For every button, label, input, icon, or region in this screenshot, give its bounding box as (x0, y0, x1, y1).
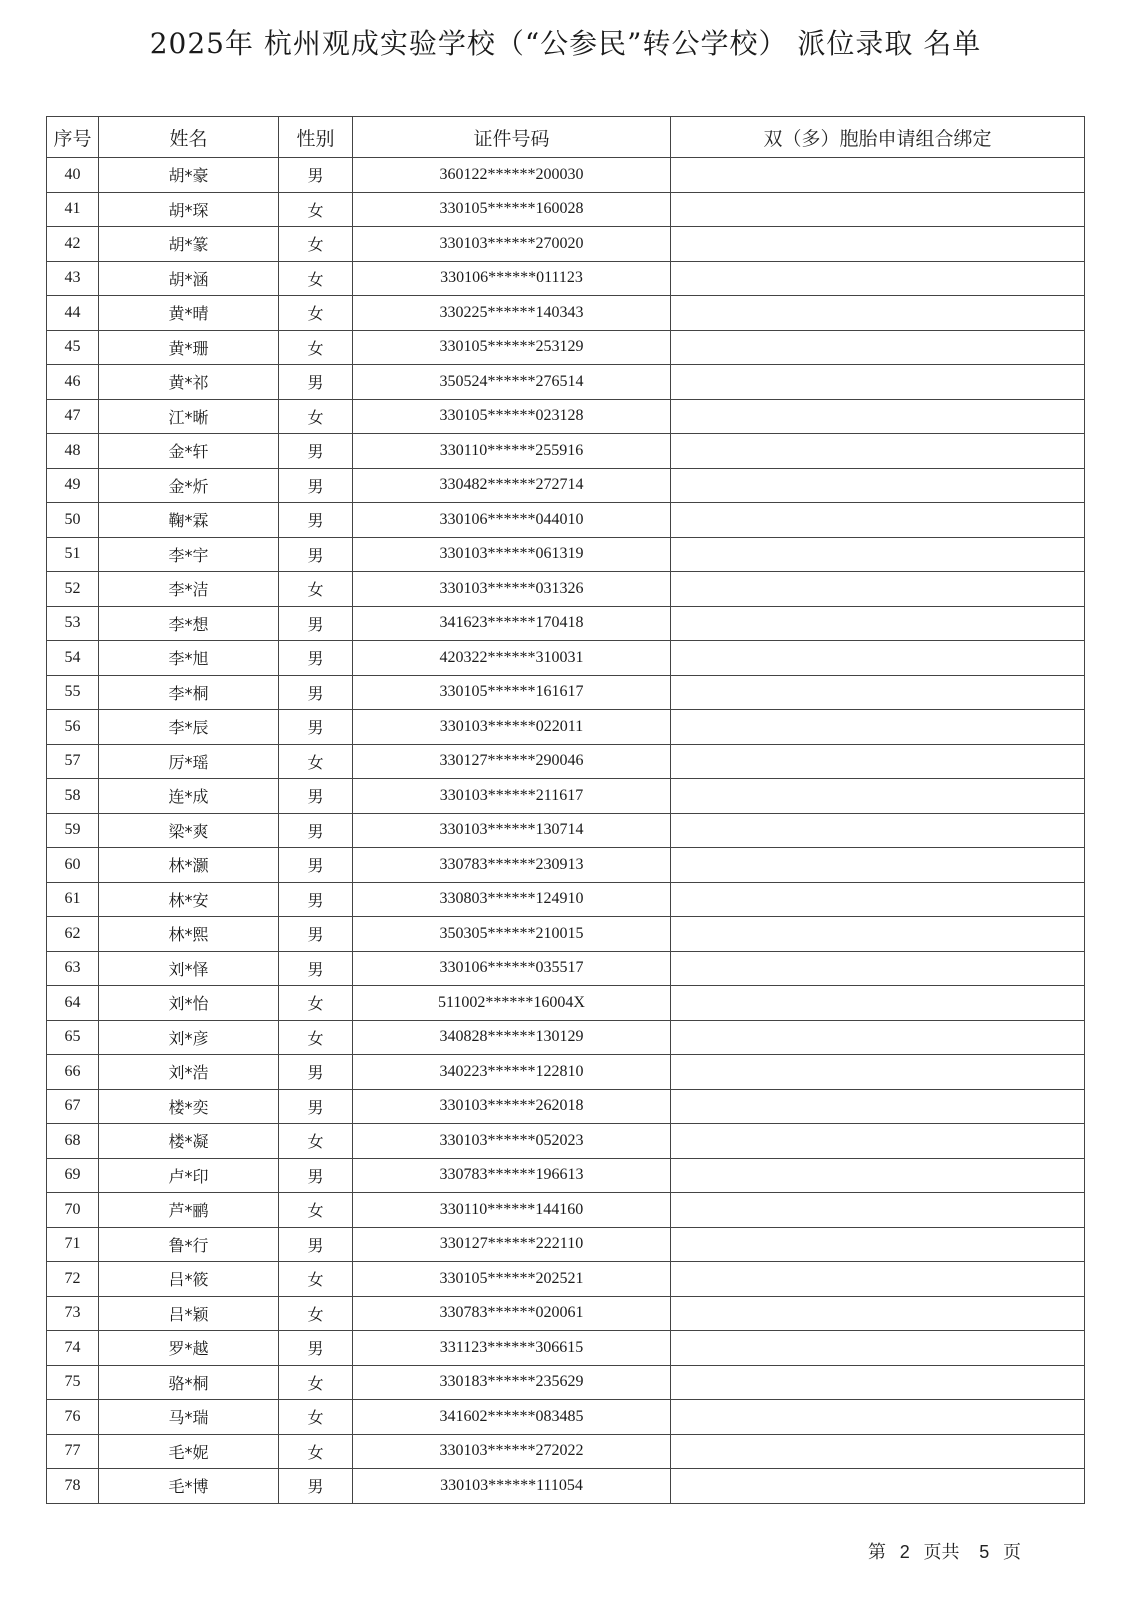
cell-seq: 60 (47, 848, 99, 883)
cell-gender: 女 (279, 330, 353, 365)
table-row (47, 1434, 1085, 1469)
table-row (47, 192, 1085, 227)
cell-name: 毛*博 (99, 1469, 279, 1504)
cell-gender: 男 (279, 1227, 353, 1262)
cell-seq: 50 (47, 503, 99, 538)
cell-seq: 78 (47, 1469, 99, 1504)
cell-gender: 女 (279, 399, 353, 434)
cell-id-number: 350305******210015 (353, 917, 671, 952)
cell-gender: 男 (279, 1469, 353, 1504)
table-row (47, 1227, 1085, 1262)
cell-gender: 女 (279, 986, 353, 1021)
table-row (47, 779, 1085, 814)
cell-gender: 男 (279, 675, 353, 710)
cell-name: 刘*浩 (99, 1055, 279, 1090)
table-row (47, 606, 1085, 641)
cell-name: 黄*祁 (99, 365, 279, 400)
footer-prefix: 第 (868, 1542, 886, 1563)
cell-id-number: 330783******230913 (353, 848, 671, 883)
cell-seq: 54 (47, 641, 99, 676)
cell-id-number: 330103******270020 (353, 227, 671, 262)
table-row (47, 330, 1085, 365)
cell-name: 胡*篆 (99, 227, 279, 262)
table-row (47, 1365, 1085, 1400)
cell-twins-binding (671, 503, 1085, 538)
cell-name: 胡*豪 (99, 158, 279, 193)
cell-seq: 72 (47, 1262, 99, 1297)
cell-id-number: 331123******306615 (353, 1331, 671, 1366)
cell-twins-binding (671, 848, 1085, 883)
header-name: 姓名 (99, 117, 279, 158)
admission-roster-table (46, 116, 1085, 1504)
cell-gender: 女 (279, 1124, 353, 1159)
cell-twins-binding (671, 468, 1085, 503)
cell-id-number: 330103******262018 (353, 1089, 671, 1124)
cell-gender: 男 (279, 1055, 353, 1090)
cell-id-number: 330103******211617 (353, 779, 671, 814)
cell-gender: 男 (279, 158, 353, 193)
cell-id-number: 330105******161617 (353, 675, 671, 710)
cell-gender: 男 (279, 813, 353, 848)
cell-id-number: 330127******290046 (353, 744, 671, 779)
cell-gender: 男 (279, 779, 353, 814)
table-row (47, 641, 1085, 676)
cell-gender: 男 (279, 710, 353, 745)
cell-name: 胡*琛 (99, 192, 279, 227)
cell-twins-binding (671, 434, 1085, 469)
table-row (47, 503, 1085, 538)
cell-twins-binding (671, 606, 1085, 641)
cell-twins-binding (671, 261, 1085, 296)
table-row (47, 261, 1085, 296)
cell-name: 黄*晴 (99, 296, 279, 331)
table-row (47, 227, 1085, 262)
document-title: 2025年 杭州观成实验学校（“公参民”转公学校） 派位录取 名单 (149, 27, 982, 60)
cell-name: 楼*奕 (99, 1089, 279, 1124)
cell-id-number: 330127******222110 (353, 1227, 671, 1262)
cell-name: 连*成 (99, 779, 279, 814)
cell-name: 刘*彦 (99, 1020, 279, 1055)
cell-name: 鞠*霖 (99, 503, 279, 538)
cell-id-number: 340828******130129 (353, 1020, 671, 1055)
cell-id-number: 330105******160028 (353, 192, 671, 227)
cell-gender: 女 (279, 1434, 353, 1469)
cell-twins-binding (671, 330, 1085, 365)
header-id-number: 证件号码 (353, 117, 671, 158)
table-row (47, 1331, 1085, 1366)
cell-id-number: 330803******124910 (353, 882, 671, 917)
table-body (47, 158, 1085, 1504)
cell-twins-binding (671, 1020, 1085, 1055)
table-row (47, 399, 1085, 434)
cell-id-number: 420322******310031 (353, 641, 671, 676)
cell-seq: 51 (47, 537, 99, 572)
cell-twins-binding (671, 296, 1085, 331)
cell-seq: 63 (47, 951, 99, 986)
cell-id-number: 340223******122810 (353, 1055, 671, 1090)
table-row (47, 1193, 1085, 1228)
cell-twins-binding (671, 1227, 1085, 1262)
cell-id-number: 341602******083485 (353, 1400, 671, 1435)
cell-twins-binding (671, 227, 1085, 262)
cell-id-number: 330783******196613 (353, 1158, 671, 1193)
cell-seq: 64 (47, 986, 99, 1021)
cell-seq: 55 (47, 675, 99, 710)
table-row (47, 986, 1085, 1021)
cell-twins-binding (671, 986, 1085, 1021)
cell-gender: 男 (279, 951, 353, 986)
cell-twins-binding (671, 192, 1085, 227)
cell-gender: 男 (279, 1158, 353, 1193)
footer-suffix: 页 (1002, 1542, 1021, 1563)
cell-gender: 男 (279, 365, 353, 400)
cell-name: 楼*凝 (99, 1124, 279, 1159)
table-row (47, 1400, 1085, 1435)
cell-twins-binding (671, 917, 1085, 952)
cell-name: 梁*爽 (99, 813, 279, 848)
table-row (47, 813, 1085, 848)
cell-gender: 女 (279, 1365, 353, 1400)
table-row (47, 744, 1085, 779)
cell-id-number: 330106******035517 (353, 951, 671, 986)
cell-twins-binding (671, 1296, 1085, 1331)
cell-seq: 49 (47, 468, 99, 503)
cell-gender: 男 (279, 917, 353, 952)
table-row (47, 951, 1085, 986)
cell-gender: 男 (279, 848, 353, 883)
cell-id-number: 330103******272022 (353, 1434, 671, 1469)
cell-id-number: 330103******052023 (353, 1124, 671, 1159)
cell-twins-binding (671, 399, 1085, 434)
cell-gender: 女 (279, 1020, 353, 1055)
cell-twins-binding (671, 1365, 1085, 1400)
cell-id-number: 350524******276514 (353, 365, 671, 400)
table-row (47, 468, 1085, 503)
cell-seq: 70 (47, 1193, 99, 1228)
cell-name: 李*洁 (99, 572, 279, 607)
cell-name: 厉*瑶 (99, 744, 279, 779)
cell-gender: 男 (279, 503, 353, 538)
cell-name: 胡*涵 (99, 261, 279, 296)
cell-name: 林*灏 (99, 848, 279, 883)
cell-id-number: 330105******253129 (353, 330, 671, 365)
cell-twins-binding (671, 537, 1085, 572)
cell-gender: 男 (279, 468, 353, 503)
cell-id-number: 330110******144160 (353, 1193, 671, 1228)
cell-twins-binding (671, 158, 1085, 193)
cell-name: 林*安 (99, 882, 279, 917)
cell-id-number: 330103******031326 (353, 572, 671, 607)
cell-seq: 77 (47, 1434, 99, 1469)
cell-twins-binding (671, 1400, 1085, 1435)
cell-id-number: 330783******020061 (353, 1296, 671, 1331)
table-row (47, 1089, 1085, 1124)
cell-seq: 48 (47, 434, 99, 469)
cell-seq: 42 (47, 227, 99, 262)
header-twins-binding: 双（多）胞胎申请组合绑定 (671, 117, 1085, 158)
cell-twins-binding (671, 1434, 1085, 1469)
table-row (47, 675, 1085, 710)
table-row (47, 1124, 1085, 1159)
cell-twins-binding (671, 1089, 1085, 1124)
cell-gender: 男 (279, 882, 353, 917)
cell-name: 卢*印 (99, 1158, 279, 1193)
cell-name: 江*晰 (99, 399, 279, 434)
cell-gender: 女 (279, 261, 353, 296)
cell-twins-binding (671, 710, 1085, 745)
table-row (47, 296, 1085, 331)
table-row (47, 572, 1085, 607)
cell-id-number: 330106******011123 (353, 261, 671, 296)
cell-seq: 43 (47, 261, 99, 296)
cell-id-number: 341623******170418 (353, 606, 671, 641)
cell-seq: 61 (47, 882, 99, 917)
cell-seq: 76 (47, 1400, 99, 1435)
cell-name: 李*旭 (99, 641, 279, 676)
cell-id-number: 330103******130714 (353, 813, 671, 848)
footer-page-number: 2 (899, 1542, 910, 1562)
cell-twins-binding (671, 675, 1085, 710)
table-row (47, 710, 1085, 745)
cell-twins-binding (671, 744, 1085, 779)
cell-name: 刘*怡 (99, 986, 279, 1021)
cell-id-number: 360122******200030 (353, 158, 671, 193)
cell-seq: 71 (47, 1227, 99, 1262)
cell-gender: 男 (279, 1089, 353, 1124)
cell-gender: 女 (279, 227, 353, 262)
cell-name: 李*想 (99, 606, 279, 641)
cell-twins-binding (671, 1124, 1085, 1159)
cell-seq: 65 (47, 1020, 99, 1055)
cell-id-number: 330105******023128 (353, 399, 671, 434)
cell-seq: 74 (47, 1331, 99, 1366)
cell-name: 芦*鹂 (99, 1193, 279, 1228)
cell-name: 金*炘 (99, 468, 279, 503)
cell-id-number: 330103******111054 (353, 1469, 671, 1504)
cell-name: 金*轩 (99, 434, 279, 469)
cell-seq: 67 (47, 1089, 99, 1124)
cell-name: 罗*越 (99, 1331, 279, 1366)
table-row (47, 882, 1085, 917)
table-row (47, 365, 1085, 400)
table-row (47, 1469, 1085, 1504)
cell-twins-binding (671, 882, 1085, 917)
cell-name: 林*熙 (99, 917, 279, 952)
cell-name: 李*桐 (99, 675, 279, 710)
cell-twins-binding (671, 365, 1085, 400)
cell-gender: 女 (279, 572, 353, 607)
header-seq: 序号 (47, 117, 99, 158)
cell-gender: 女 (279, 1296, 353, 1331)
table-row (47, 1055, 1085, 1090)
cell-twins-binding (671, 1262, 1085, 1297)
cell-twins-binding (671, 813, 1085, 848)
table-row (47, 848, 1085, 883)
cell-seq: 62 (47, 917, 99, 952)
cell-seq: 68 (47, 1124, 99, 1159)
cell-gender: 男 (279, 606, 353, 641)
cell-gender: 女 (279, 1400, 353, 1435)
cell-name: 李*辰 (99, 710, 279, 745)
cell-twins-binding (671, 951, 1085, 986)
cell-id-number: 330103******022011 (353, 710, 671, 745)
cell-id-number: 330103******061319 (353, 537, 671, 572)
cell-twins-binding (671, 779, 1085, 814)
cell-id-number: 330183******235629 (353, 1365, 671, 1400)
cell-seq: 57 (47, 744, 99, 779)
table-row (47, 158, 1085, 193)
cell-seq: 44 (47, 296, 99, 331)
table-row (47, 1020, 1085, 1055)
cell-twins-binding (671, 1193, 1085, 1228)
header-row (47, 117, 1085, 158)
cell-id-number: 330110******255916 (353, 434, 671, 469)
cell-twins-binding (671, 1055, 1085, 1090)
cell-name: 刘*怿 (99, 951, 279, 986)
cell-seq: 66 (47, 1055, 99, 1090)
cell-gender: 男 (279, 1331, 353, 1366)
cell-seq: 47 (47, 399, 99, 434)
table-row (47, 917, 1085, 952)
table-row (47, 1262, 1085, 1297)
cell-name: 吕*颖 (99, 1296, 279, 1331)
table-row (47, 1158, 1085, 1193)
header-gender: 性别 (279, 117, 353, 158)
table-row (47, 1296, 1085, 1331)
cell-twins-binding (671, 1469, 1085, 1504)
cell-twins-binding (671, 1331, 1085, 1366)
cell-seq: 69 (47, 1158, 99, 1193)
cell-name: 黄*珊 (99, 330, 279, 365)
cell-name: 马*瑞 (99, 1400, 279, 1435)
cell-seq: 56 (47, 710, 99, 745)
cell-name: 毛*妮 (99, 1434, 279, 1469)
cell-id-number: 330482******272714 (353, 468, 671, 503)
cell-twins-binding (671, 641, 1085, 676)
page-footer (868, 1538, 1021, 1564)
cell-seq: 46 (47, 365, 99, 400)
cell-gender: 女 (279, 1262, 353, 1297)
cell-name: 吕*筱 (99, 1262, 279, 1297)
cell-gender: 女 (279, 192, 353, 227)
cell-seq: 53 (47, 606, 99, 641)
cell-gender: 男 (279, 434, 353, 469)
cell-seq: 41 (47, 192, 99, 227)
cell-id-number: 511002******16004X (353, 986, 671, 1021)
cell-id-number: 330106******044010 (353, 503, 671, 538)
table-header (47, 117, 1085, 158)
cell-gender: 女 (279, 1193, 353, 1228)
cell-name: 李*宇 (99, 537, 279, 572)
cell-seq: 59 (47, 813, 99, 848)
cell-name: 骆*桐 (99, 1365, 279, 1400)
table-row (47, 434, 1085, 469)
cell-seq: 45 (47, 330, 99, 365)
cell-seq: 75 (47, 1365, 99, 1400)
cell-twins-binding (671, 1158, 1085, 1193)
cell-gender: 男 (279, 641, 353, 676)
cell-id-number: 330105******202521 (353, 1262, 671, 1297)
cell-seq: 52 (47, 572, 99, 607)
cell-gender: 男 (279, 537, 353, 572)
cell-seq: 73 (47, 1296, 99, 1331)
cell-name: 鲁*行 (99, 1227, 279, 1262)
footer-total-pages: 5 (979, 1542, 990, 1562)
cell-twins-binding (671, 572, 1085, 607)
footer-middle: 页共 (923, 1542, 960, 1563)
cell-seq: 58 (47, 779, 99, 814)
cell-gender: 女 (279, 296, 353, 331)
table-row (47, 537, 1085, 572)
cell-seq: 40 (47, 158, 99, 193)
cell-id-number: 330225******140343 (353, 296, 671, 331)
cell-gender: 女 (279, 744, 353, 779)
